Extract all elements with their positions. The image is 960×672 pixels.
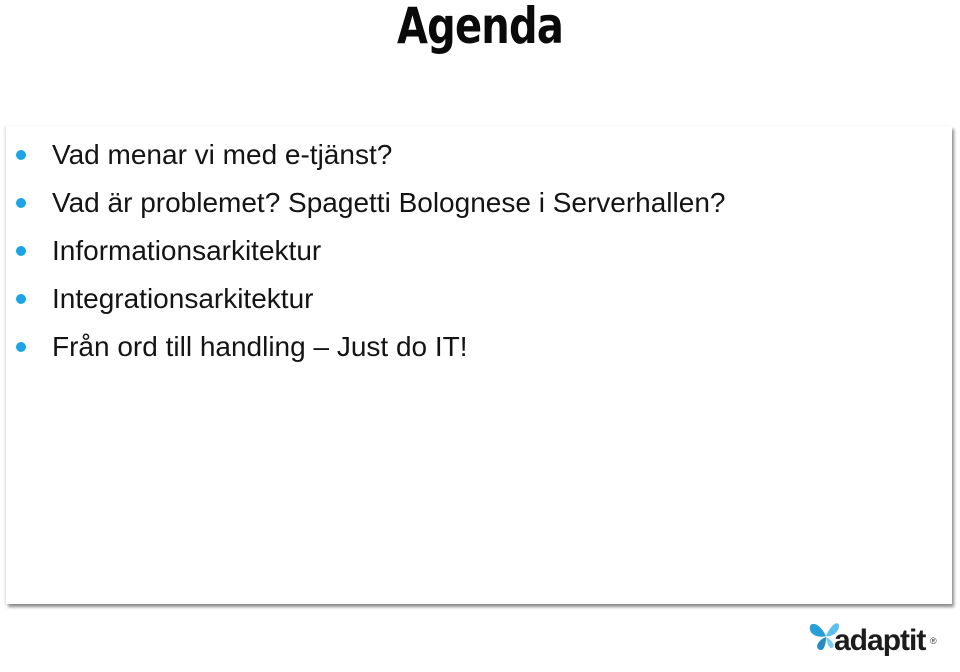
bullet-dot-icon bbox=[16, 342, 26, 352]
bullet-dot-icon bbox=[16, 246, 26, 256]
bullet-dot-icon bbox=[16, 198, 26, 208]
registered-mark: ® bbox=[930, 636, 937, 646]
list-item-text: Vad menar vi med e-tjänst? bbox=[52, 139, 393, 170]
bullet-dot-icon bbox=[16, 150, 26, 160]
list-item-text: Vad är problemet? Spagetti Bolognese i Serverhallen? bbox=[52, 187, 726, 218]
list-item bbox=[16, 328, 725, 376]
slide-title: Agenda bbox=[396, 0, 564, 55]
list-item bbox=[16, 232, 725, 280]
adaptit-logo bbox=[806, 616, 946, 668]
agenda-list bbox=[16, 136, 725, 376]
list-item bbox=[16, 184, 725, 232]
logo-text: adaptit bbox=[834, 624, 926, 657]
list-item-text: Informationsarkitektur bbox=[52, 235, 322, 266]
list-item bbox=[16, 136, 725, 184]
list-item bbox=[16, 280, 725, 328]
list-item-text: Från ord till handling – Just do IT! bbox=[52, 331, 468, 362]
bullet-dot-icon bbox=[16, 294, 26, 304]
list-item-text: Integrationsarkitektur bbox=[52, 283, 314, 314]
